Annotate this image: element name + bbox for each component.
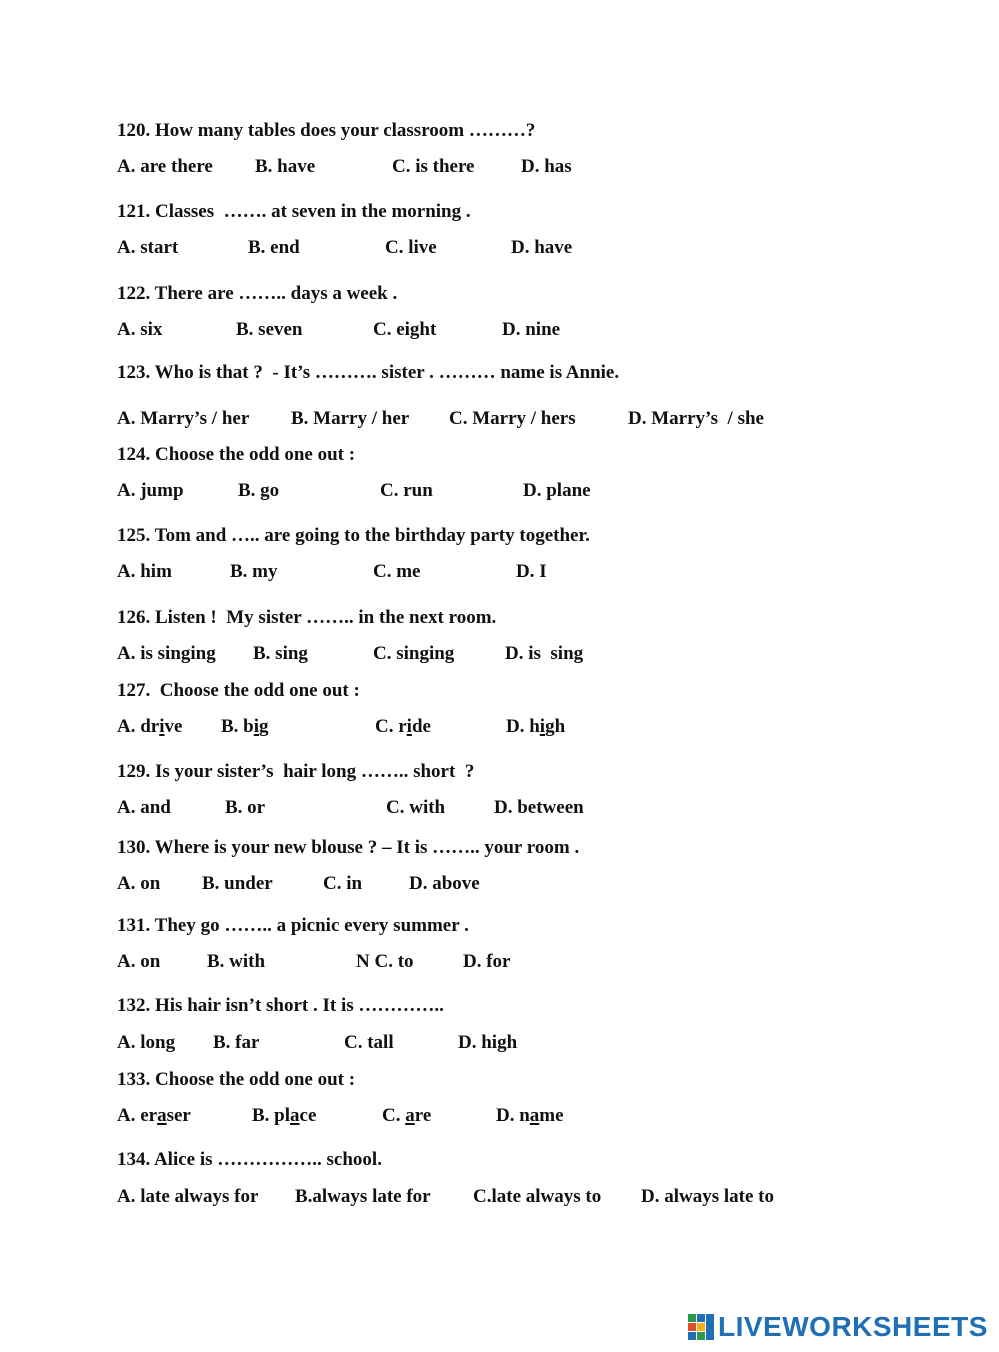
- question-134: 134. Alice is …………….. school.: [117, 1149, 382, 1170]
- option-a[interactable]: A. late always for: [117, 1186, 259, 1207]
- question-124: 124. Choose the odd one out :: [117, 444, 356, 465]
- question-125: 125. Tom and ….. are going to the birthday party together.: [117, 525, 590, 546]
- option-c[interactable]: C. tall: [344, 1032, 394, 1053]
- option-a[interactable]: A. start: [117, 237, 179, 258]
- option-c[interactable]: C. live: [385, 237, 437, 258]
- question-127: 127. Choose the odd one out :: [117, 680, 360, 701]
- option-d[interactable]: D. have: [511, 237, 573, 258]
- option-d[interactable]: D. high: [458, 1032, 518, 1053]
- option-c[interactable]: N C. to: [356, 951, 414, 972]
- option-b[interactable]: B. sing: [253, 643, 308, 664]
- question-132: 132. His hair isn’t short . It is …………..: [117, 995, 444, 1016]
- option-d[interactable]: D. I: [516, 561, 547, 582]
- question-129: 129. Is your sister’s hair long …….. short ?: [117, 761, 475, 782]
- option-a[interactable]: A. is singing: [117, 643, 216, 664]
- question-121: 121. Classes ……. at seven in the morning .: [117, 201, 471, 222]
- question-122: 122. There are …….. days a week .: [117, 283, 398, 304]
- option-b[interactable]: B. or: [225, 797, 266, 818]
- option-a[interactable]: A. and: [117, 797, 171, 818]
- option-c[interactable]: C. in: [323, 873, 363, 894]
- option-a[interactable]: A. on: [117, 873, 161, 894]
- option-b[interactable]: B. have: [255, 156, 316, 177]
- option-d[interactable]: D. for: [463, 951, 511, 972]
- option-b[interactable]: B. seven: [236, 319, 303, 340]
- option-a[interactable]: A. long: [117, 1032, 176, 1053]
- option-d[interactable]: D. nine: [502, 319, 561, 340]
- answer-options-134: [117, 1186, 917, 1296]
- liveworksheets-icon: [688, 1314, 714, 1340]
- option-a[interactable]: A. on: [117, 951, 161, 972]
- option-d[interactable]: D. name: [496, 1105, 564, 1126]
- question-126: 126. Listen ! My sister …….. in the next room.: [117, 607, 497, 628]
- option-b[interactable]: B. far: [213, 1032, 260, 1053]
- option-b[interactable]: B. under: [202, 873, 273, 894]
- option-a[interactable]: A. six: [117, 319, 163, 340]
- option-d[interactable]: D. high: [506, 716, 566, 737]
- option-b[interactable]: B. Marry / her: [291, 408, 410, 429]
- option-d[interactable]: D. always late to: [641, 1186, 774, 1207]
- option-c[interactable]: C. me: [373, 561, 421, 582]
- option-c[interactable]: C.late always to: [473, 1186, 602, 1207]
- option-b[interactable]: B. end: [248, 237, 300, 258]
- option-a[interactable]: A. eraser: [117, 1105, 191, 1126]
- option-d[interactable]: D. above: [409, 873, 480, 894]
- option-c[interactable]: C. are: [382, 1105, 432, 1126]
- option-c[interactable]: C. run: [380, 480, 433, 501]
- option-a[interactable]: A. him: [117, 561, 172, 582]
- option-a[interactable]: A. Marry’s / her: [117, 408, 250, 429]
- option-c[interactable]: C. with: [386, 797, 446, 818]
- option-b[interactable]: B. go: [238, 480, 280, 501]
- option-a[interactable]: A. are there: [117, 156, 213, 177]
- option-c[interactable]: C. ride: [375, 716, 431, 737]
- option-d[interactable]: D. between: [494, 797, 584, 818]
- option-c[interactable]: C. singing: [373, 643, 455, 664]
- option-c[interactable]: C. eight: [373, 319, 437, 340]
- option-c[interactable]: C. Marry / hers: [449, 408, 576, 429]
- option-a[interactable]: A. jump: [117, 480, 184, 501]
- option-c[interactable]: C. is there: [392, 156, 475, 177]
- option-d[interactable]: D. plane: [523, 480, 591, 501]
- option-d[interactable]: D. has: [521, 156, 572, 177]
- option-b[interactable]: B. my: [230, 561, 278, 582]
- question-130: 130. Where is your new blouse ? – It is …….. your room .: [117, 837, 580, 858]
- question-131: 131. They go …….. a picnic every summer .: [117, 915, 469, 936]
- option-b[interactable]: B. big: [221, 716, 269, 737]
- option-d[interactable]: D. Marry’s / she: [628, 408, 764, 429]
- option-b[interactable]: B.always late for: [295, 1186, 431, 1207]
- option-d[interactable]: D. is sing: [505, 643, 584, 664]
- question-120: 120. How many tables does your classroom ………?: [117, 120, 536, 141]
- option-b[interactable]: B. with: [207, 951, 266, 972]
- liveworksheets-logo[interactable]: [688, 1310, 988, 1344]
- option-a[interactable]: A. drive: [117, 716, 183, 737]
- question-133: 133. Choose the odd one out :: [117, 1069, 356, 1090]
- brand-name: LIVEWORKSHEETS: [718, 1311, 988, 1342]
- option-b[interactable]: B. place: [252, 1105, 317, 1126]
- question-123: 123. Who is that ? - It’s ………. sister . ……… name is Annie.: [117, 362, 620, 383]
